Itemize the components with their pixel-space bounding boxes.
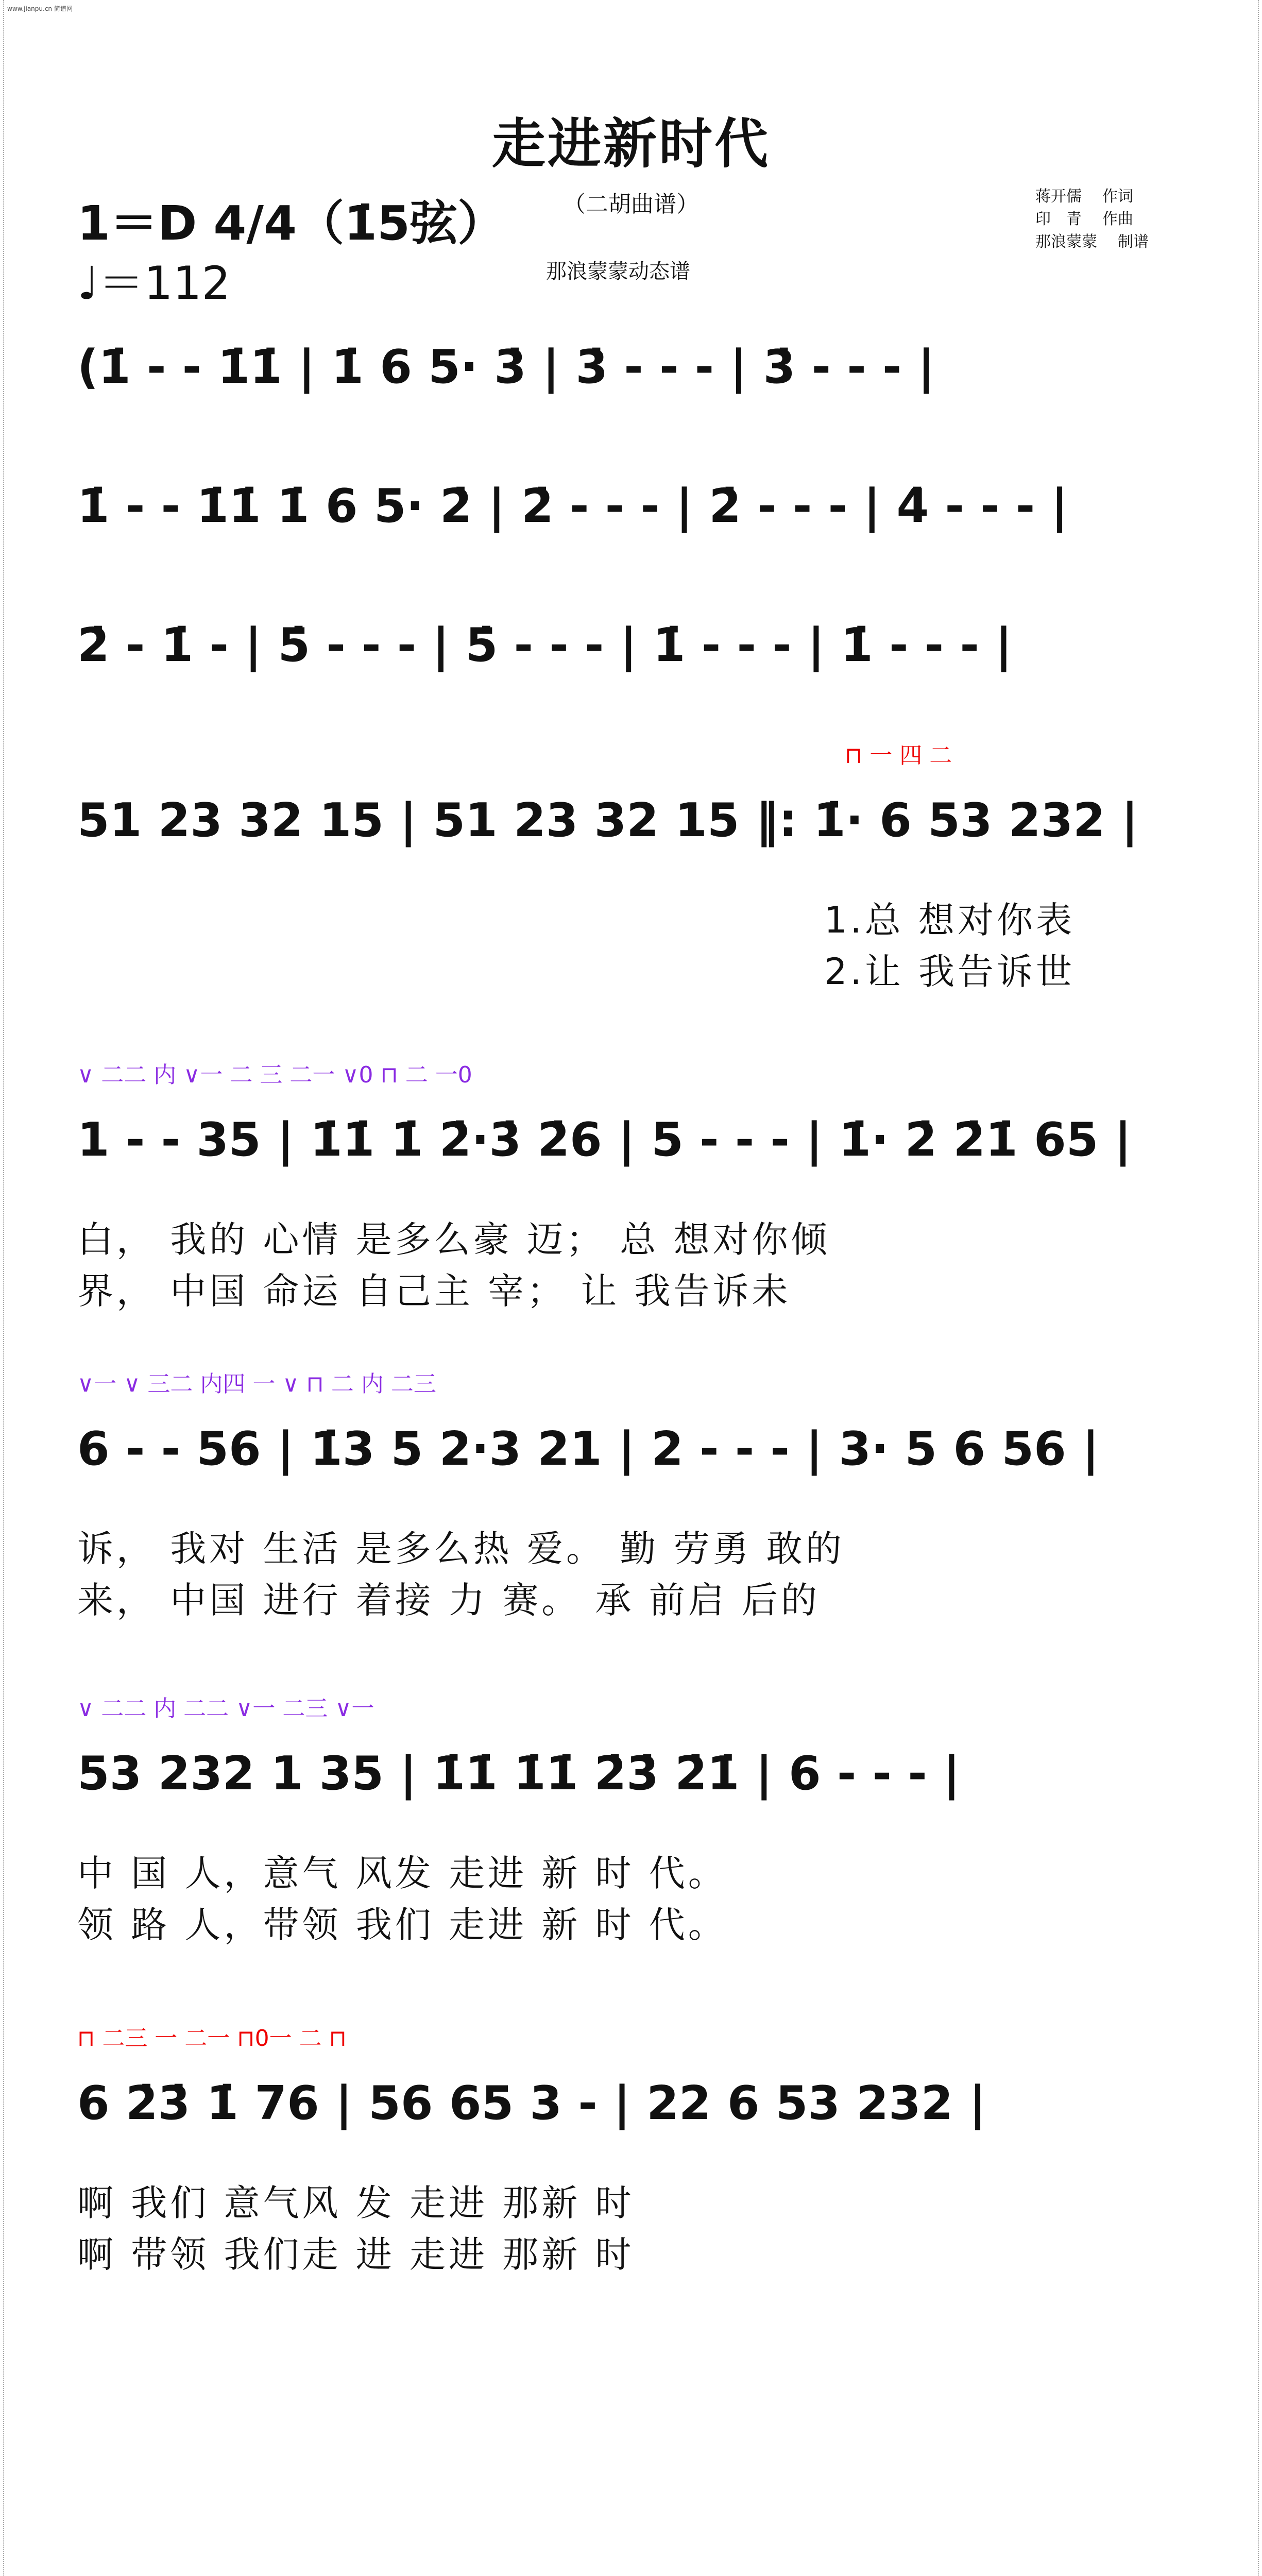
notes-row: 2̇ - 1̇ - | 5̇ - - - | 5̇ - - - | 1̇ - - - | 1̇ - - - | — [77, 618, 1013, 672]
notes-row: 6 2̇3̇ 1̇ 76 | 56 65 3 - | 22 6 53 232 | — [77, 2076, 986, 2130]
arranger-role: 制谱 — [1118, 233, 1149, 251]
right-page-edge — [1258, 0, 1262, 2576]
bowing-marks — [77, 1365, 1190, 1398]
bowing-marks-text: ∨ 二二 内 ∨一 二 三 二一 ∨0 ⊓ 二 一0 — [77, 1062, 472, 1088]
site-note: www.jianpu.cn 简谱网 — [7, 5, 73, 12]
bowing-marks — [845, 737, 1205, 770]
bowing-marks-text: ∨ 二二 内 二二 ∨一 二三 ∨一 — [77, 1696, 374, 1722]
notes-row: 6 - - 56 | 1̇3 5 2·3 21 | 2 - - - | 3· 5 6 56 | — [77, 1422, 1099, 1476]
lyric-verse-1: 白， 我的 心情 是多么豪 迈； 总 想对你倾 — [77, 1218, 830, 1261]
lyricist-name: 蒋开儒 — [1035, 188, 1082, 206]
bowing-marks-text: ∨一 ∨ 三二 内四 一 ∨ ⊓ 二 内 二三 — [77, 1371, 436, 1397]
notes-row: (1̇ - - 1̇1̇ | 1̇ 6 5· 3̇ | 3̇ - - - | 3̇ - - - | — [77, 340, 935, 394]
lyric-verse-2: 啊 带领 我们走 进 走进 那新 时 — [77, 2233, 635, 2276]
lyric-verse-2: 来， 中国 进行 着接 力 赛。 承 前启 后的 — [77, 1579, 821, 1621]
page-title: 走进新时代 — [491, 112, 770, 175]
bowing-marks-text: ⊓ 一 四 二 — [845, 742, 952, 769]
bowing-marks — [77, 2020, 1190, 2053]
lyric-verse-1: 啊 我们 意气风 发 走进 那新 时 — [77, 2182, 635, 2224]
bowing-marks — [77, 1056, 1190, 1089]
composer-role: 作曲 — [1102, 210, 1133, 228]
bowing-marks-text: ⊓ 二三 一 二一 ⊓0一 二 ⊓ — [77, 2025, 347, 2052]
dynamic-score-credit: 那浪蒙蒙动态谱 — [546, 260, 690, 283]
composer-name: 印 青 — [1035, 210, 1082, 228]
notes-row: 51 23 32 15 | 51 23 32 15 ‖: 1̇· 6 53 232 | — [77, 793, 1138, 848]
bowing-marks — [77, 1690, 1190, 1723]
lyric-verse-2: 2.让 我告诉世 — [824, 951, 1076, 993]
notes-row: 53 232 1 35 | 1̇1̇ 1̇1̇ 2̇3̇ 2̇1̇ | 6 - - - | — [77, 1747, 960, 1801]
lyric-verse-2: 领 路 人，带领 我们 走进 新 时 代。 — [77, 1904, 727, 1946]
notes-row: 1 - - 35 | 1̇1̇ 1̇ 2̇·3̇ 2̇6 | 5 - - - | 1̇· 2̇ 2̇1̇ 65 | — [77, 1113, 1132, 1167]
lyric-verse-1: 中 国 人，意气 风发 走进 新 时 代。 — [77, 1852, 727, 1894]
subtitle: （二胡曲谱） — [563, 191, 699, 217]
lyric-verse-1: 诉， 我对 生活 是多么热 爱。 勤 劳勇 敢的 — [77, 1528, 845, 1570]
lyric-verse-2: 界， 中国 命运 自己主 宰； 让 我告诉未 — [77, 1270, 791, 1312]
notes-row: 1̇ - - 1̇1̇ 1̇ 6 5· 2̇ | 2̇ - - - | 2̇ - - - | 4̇ - - - | — [77, 479, 1068, 533]
lyric-verse-1: 1.总 想对你表 — [824, 899, 1076, 941]
arranger-name: 那浪蒙蒙 — [1035, 233, 1097, 251]
lyricist-role: 作词 — [1102, 188, 1133, 206]
left-page-edge — [0, 0, 4, 2576]
key-signature: 1＝D 4/4（1̇5弦） — [77, 196, 505, 251]
authors-block — [1035, 185, 1149, 253]
tempo-marking: ♩＝112 — [77, 257, 231, 310]
